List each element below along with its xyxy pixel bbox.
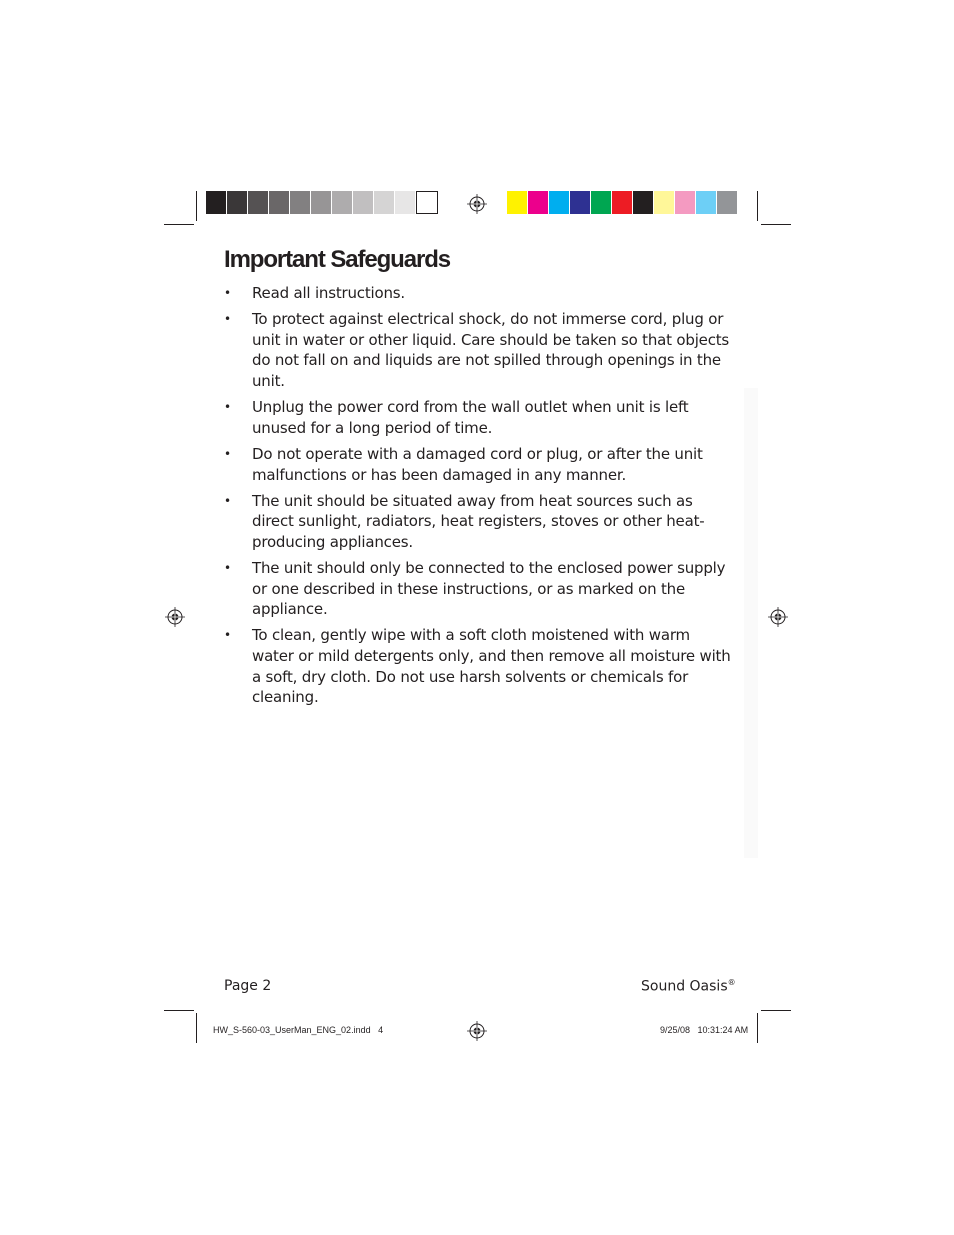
- safeguard-text: The unit should be situated away from heat sources such as direct sunlight, radiators, heat registers, stoves or other heat-producing appliances.: [252, 491, 705, 551]
- registered-trademark: ®: [727, 978, 736, 987]
- color-swatch: [206, 191, 227, 214]
- bullet: •: [224, 628, 231, 643]
- color-swatch: [612, 191, 633, 214]
- safeguard-text: Unplug the power cord from the wall outlet when unit is left unused for a long period of time.: [252, 398, 689, 437]
- crop-mark-top-left-horizontal: [164, 224, 194, 225]
- safeguard-item: [224, 444, 734, 485]
- color-swatch: [227, 191, 248, 214]
- bullet: •: [224, 286, 231, 300]
- safeguard-item: [224, 283, 734, 304]
- color-swatch: [675, 191, 696, 214]
- safeguard-item: [224, 491, 734, 553]
- safeguard-item: [224, 558, 734, 620]
- color-swatch: [507, 191, 528, 214]
- crop-mark-bottom-left-vertical: [196, 1013, 197, 1043]
- page-number: Page 2: [224, 978, 272, 994]
- brand-name: [641, 978, 736, 995]
- grayscale-color-bar: [206, 191, 438, 214]
- safeguard-text: Do not operate with a damaged cord or plug, or after the unit malfunctions or has been damaged in any manner.: [252, 444, 703, 484]
- page-title: Important Safeguards: [224, 246, 451, 273]
- color-swatch: [353, 191, 374, 214]
- safeguard-item: [224, 309, 734, 391]
- color-swatch: [717, 191, 738, 214]
- bullet: •: [224, 446, 231, 461]
- color-swatch: [696, 191, 717, 214]
- crop-mark-bottom-right-vertical: [757, 1013, 758, 1043]
- process-color-bar: [507, 191, 738, 214]
- color-swatch: [549, 191, 570, 214]
- safeguard-text: The unit should only be connected to the enclosed power supply or one described in these instructions, or as marked on the appliance.: [252, 559, 726, 619]
- bullet: •: [224, 561, 231, 576]
- registration-mark-icon: [768, 607, 788, 627]
- safeguard-text: To clean, gently wipe with a soft cloth moistened with warm water or mild detergents only, and then remove all moisture with a soft, dry cloth. Do not use harsh solvents or chemicals for cleaning.: [252, 626, 731, 707]
- crop-mark-top-left-vertical: [196, 191, 197, 221]
- color-swatch: [374, 191, 395, 214]
- slug-filename: HW_S-560-03_UserMan_ENG_02.indd 4: [213, 1025, 384, 1035]
- color-swatch: [332, 191, 353, 214]
- registration-mark-icon: [165, 607, 185, 627]
- color-swatch: [570, 191, 591, 214]
- color-swatch: [395, 191, 416, 214]
- color-swatch: [290, 191, 311, 214]
- bullet: •: [224, 493, 231, 508]
- safeguard-text: Read all instructions.: [252, 284, 405, 302]
- color-swatch: [416, 191, 438, 214]
- registration-mark-icon: [467, 1021, 487, 1041]
- color-swatch: [591, 191, 612, 214]
- bullet: •: [224, 400, 231, 415]
- safeguard-list: [224, 283, 734, 713]
- bullet: •: [224, 312, 231, 327]
- safeguard-text: To protect against electrical shock, do not immerse cord, plug or unit in water or other liquid. Care should be taken so that objects do not fall on and liquids are not spilled through openings in the unit.: [252, 310, 730, 390]
- registration-mark-icon: [467, 194, 487, 214]
- safeguard-item: [224, 397, 734, 438]
- margin-shade: [744, 388, 758, 858]
- safeguard-item: [224, 625, 734, 707]
- color-swatch: [248, 191, 269, 214]
- crop-mark-top-right-vertical: [757, 191, 758, 221]
- crop-mark-top-right-horizontal: [761, 224, 791, 225]
- slug-timestamp: 9/25/08 10:31:24 AM: [660, 1025, 749, 1035]
- color-swatch: [654, 191, 675, 214]
- brand-name-text: Sound Oasis: [641, 978, 728, 995]
- color-swatch: [633, 191, 654, 214]
- color-swatch: [269, 191, 290, 214]
- color-swatch: [311, 191, 332, 214]
- crop-mark-bottom-right-horizontal: [761, 1010, 791, 1011]
- crop-mark-bottom-left-horizontal: [164, 1010, 194, 1011]
- color-swatch: [528, 191, 549, 214]
